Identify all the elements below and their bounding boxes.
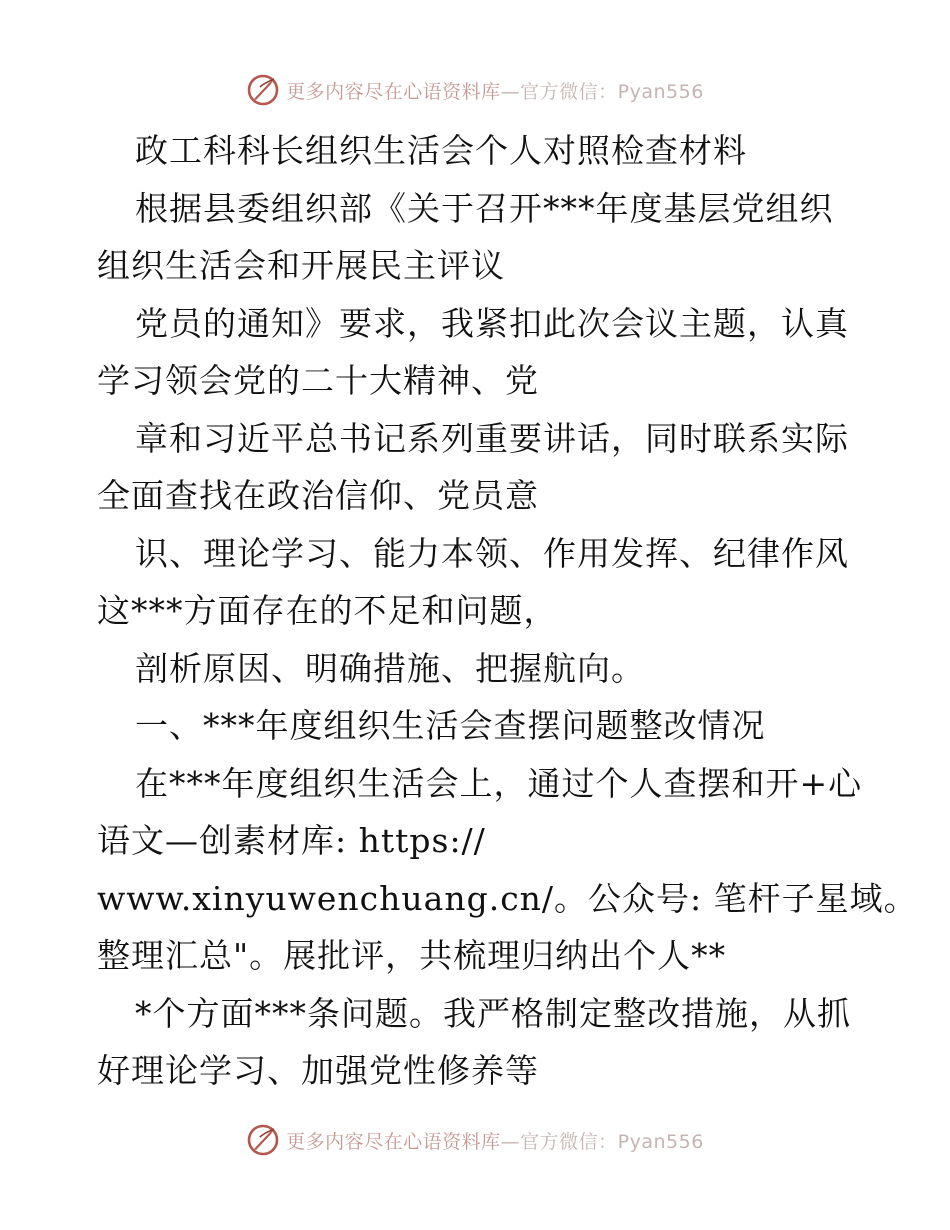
document-line: 政工科科长组织生活会个人对照检查材料 — [135, 131, 747, 170]
watermark-header — [0, 70, 950, 110]
document-line: 党员的通知》要求，我紧扣此次会议主题，认真 — [135, 303, 849, 343]
document-line: 章和习近平总书记系列重要讲话，同时联系实际 — [135, 418, 849, 458]
watermark-text-tail: —官方微信：Pyan556 — [500, 80, 704, 103]
watermark-footer — [0, 1120, 950, 1160]
document-line: 在***年度组织生活会上，通过个人查摆和开+心 — [135, 763, 863, 803]
document-body — [97, 122, 918, 1100]
document-line: 学习领会党的二十大精神、党 — [97, 361, 539, 400]
document-line: 识、理论学习、能力本领、作用发挥、纪律作风 — [135, 533, 849, 573]
watermark-text-main: 更多内容尽在心语资料库 — [286, 1130, 501, 1153]
watermark-text — [286, 77, 704, 104]
document-line: 好理论学习、加强党性修养等 — [97, 1051, 539, 1090]
document-line: *个方面***条问题。我严格制定整改措施，从抓 — [135, 993, 851, 1033]
document-line: 组织生活会和开展民主评议 — [97, 246, 505, 285]
watermark-text-tail: —官方微信：Pyan556 — [500, 1130, 704, 1153]
document-line: 这***方面存在的不足和问题， — [97, 591, 558, 630]
document-line: 剖析原因、明确措施、把握航向。 — [135, 648, 645, 688]
document-line: 根据县委组织部《关于召开***年度基层党组织 — [135, 188, 834, 228]
document-line: 语文—创素材库: https:// — [97, 821, 486, 860]
quill-in-circle-icon — [246, 73, 280, 107]
watermark-text-main: 更多内容尽在心语资料库 — [286, 80, 501, 103]
document-line: 整理汇总"。展批评，共梳理归纳出个人** — [97, 936, 727, 975]
quill-in-circle-icon — [246, 1123, 280, 1157]
document-line: www.xinyuwenchuang.cn/。公众号: 笔杆子星域。 — [97, 878, 918, 918]
watermark-text — [286, 1127, 704, 1154]
document-line: 一、***年度组织生活会查摆问题整改情况 — [135, 706, 766, 745]
document-line: 全面查找在政治信仰、党员意 — [97, 476, 539, 515]
